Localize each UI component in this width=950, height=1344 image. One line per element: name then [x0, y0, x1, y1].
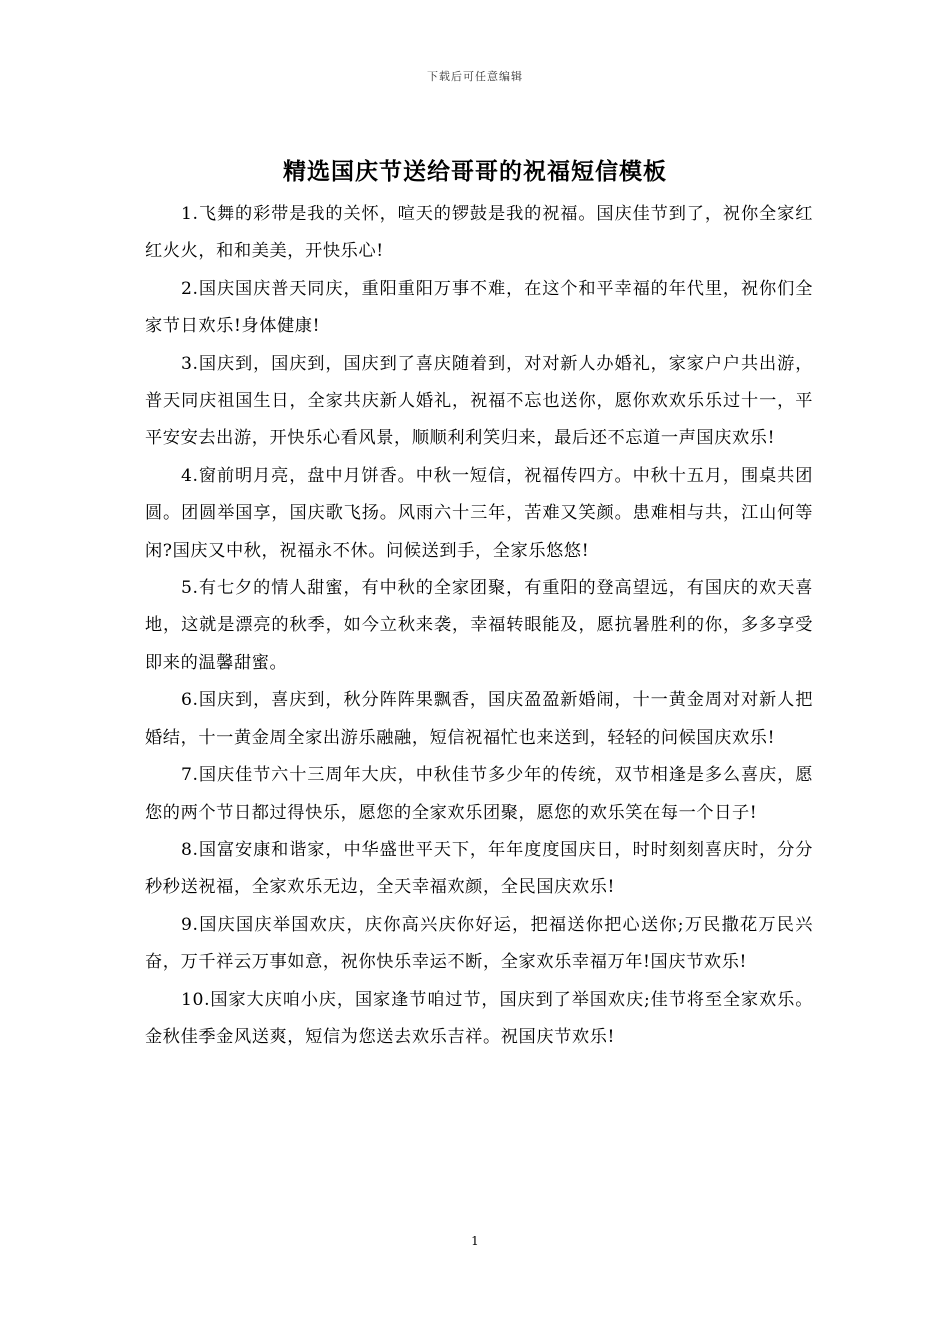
paragraph-7: 7.国庆佳节六十三周年大庆，中秋佳节多少年的传统，双节相逢是多么喜庆，愿您的两个节日都过得快乐，愿您的全家欢乐团聚，愿您的欢乐笑在每一个日子!: [145, 765, 813, 823]
paragraph-5: 5.有七夕的情人甜蜜，有中秋的全家团聚，有重阳的登高望远，有国庆的欢天喜地，这就是漂亮的秋季，如今立秋来袭，幸福转眼能及，愿抗暑胜利的你，多多享受即来的温馨甜蜜。: [145, 578, 813, 673]
paragraph-8: 8.国富安康和谐家，中华盛世平天下，年年度度国庆日，时时刻刻喜庆时，分分秒秒送祝福，全家欢乐无边，全天幸福欢颜，全民国庆欢乐!: [145, 839, 813, 898]
page-number: 1: [471, 1234, 479, 1248]
paragraph-3: 3.国庆到，国庆到，国庆到了喜庆随着到，对对新人办婚礼，家家户户共出游，普天同庆祖国生日，全家共庆新人婚礼，祝福不忘也送你，愿你欢欢乐乐过十一，平平安安去出游，开快乐心看风景，顺顺利利笑归来，最后还不忘道一声国庆欢乐!: [145, 353, 813, 449]
paragraph-6: 6.国庆到，喜庆到，秋分阵阵果飘香，国庆盈盈新婚闹，十一黄金周对对新人把婚结，十一黄金周全家出游乐融融，短信祝福忙也来送到，轻轻的问候国庆欢乐!: [145, 690, 813, 748]
document-body: [145, 196, 813, 1056]
header-note: 下载后可任意编辑: [427, 70, 523, 83]
paragraph-4: 4.窗前明月亮，盘中月饼香。中秋一短信，祝福传四方。中秋十五月，围桌共团圆。团圆举国享，国庆歌飞扬。风雨六十三年，苦难又笑颜。患难相与共，江山何等闲?国庆又中秋，祝福永不休。问候送到手，全家乐悠悠!: [145, 465, 813, 561]
document-title: 精选国庆节送给哥哥的祝福短信模板: [283, 158, 667, 185]
paragraph-1: 1.飞舞的彩带是我的关怀，喧天的锣鼓是我的祝福。国庆佳节到了，祝你全家红红火火，和和美美，开快乐心!: [145, 204, 813, 262]
paragraph-9: 9.国庆国庆举国欢庆，庆你高兴庆你好运，把福送你把心送你;万民撒花万民兴奋，万千祥云万事如意，祝你快乐幸运不断，全家欢乐幸福万年!国庆节欢乐!: [145, 914, 813, 973]
paragraph-2: 2.国庆国庆普天同庆，重阳重阳万事不难，在这个和平幸福的年代里，祝你们全家节日欢乐!身体健康!: [145, 278, 813, 337]
paragraph-10: 10.国家大庆咱小庆，国家逢节咱过节，国庆到了举国欢庆;佳节将至全家欢乐。金秋佳季金风送爽，短信为您送去欢乐吉祥。祝国庆节欢乐!: [145, 989, 813, 1047]
